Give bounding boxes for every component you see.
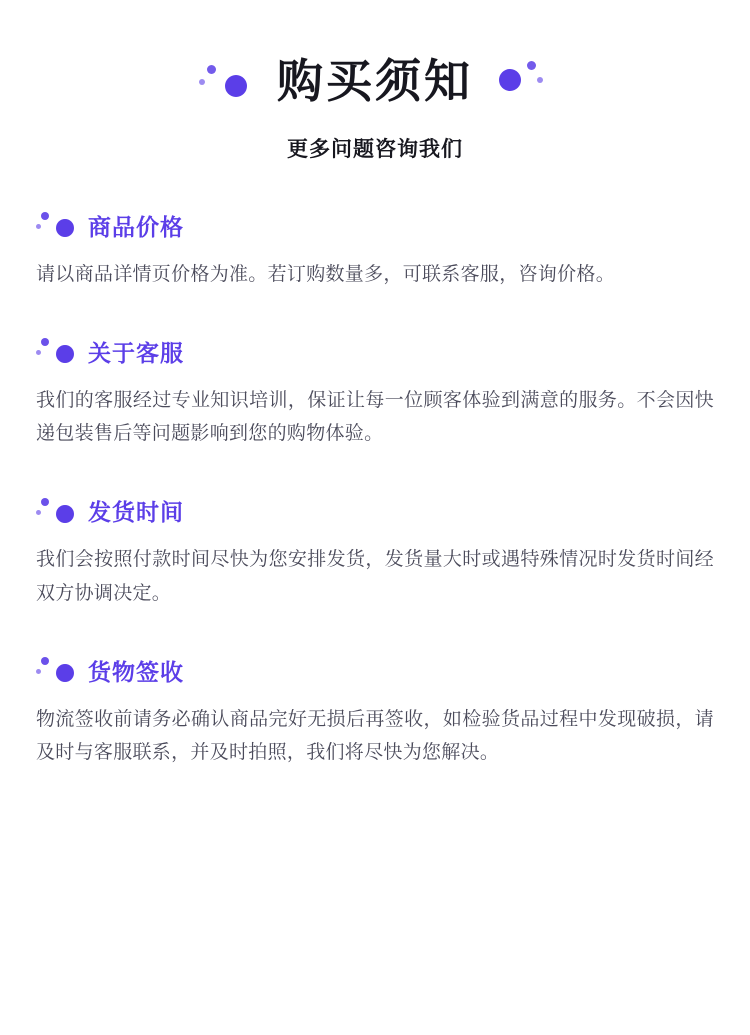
section-title: 发货时间 <box>88 499 184 526</box>
dot-cluster-icon <box>36 210 82 240</box>
section-body: 我们的客服经过专业知识培训，保证让每一位顾客体验到满意的服务。不会因快递包装售后等问题影响到您的购物体验。 <box>36 389 714 445</box>
section-header <box>36 335 714 368</box>
page-title: 购买须知 <box>277 55 473 107</box>
section-goods-receipt <box>36 654 714 770</box>
page-subtitle: 更多问题咨询我们 <box>287 137 463 161</box>
page-header <box>0 0 750 163</box>
section-title: 关于客服 <box>88 339 184 366</box>
section-header <box>36 209 714 242</box>
section-body: 请以商品详情页价格为准。若订购数量多，可联系客服，咨询价格。 <box>36 263 616 285</box>
dot-cluster-icon-right <box>491 59 551 103</box>
section-product-price <box>36 209 714 291</box>
section-body: 我们会按照付款时间尽快为您安排发货，发货量大时或遇特殊情况时发货时间经双方协调决定。 <box>36 549 714 604</box>
dot-cluster-icon <box>36 655 82 685</box>
section-header <box>36 654 714 687</box>
dot-cluster-icon <box>36 496 82 526</box>
section-title: 商品价格 <box>88 213 184 240</box>
notice-sections <box>0 209 750 770</box>
section-title: 货物签收 <box>88 658 184 685</box>
dot-cluster-icon-left <box>199 59 259 103</box>
section-about-service <box>36 335 714 451</box>
dot-cluster-icon <box>36 336 82 366</box>
section-body: 物流签收前请务必确认商品完好无损后再签收，如检验货品过程中发现破损，请及时与客服联系，并及时拍照，我们将尽快为您解决。 <box>36 708 714 764</box>
title-row <box>0 56 750 107</box>
section-header <box>36 494 714 527</box>
section-shipping-time <box>36 494 714 610</box>
